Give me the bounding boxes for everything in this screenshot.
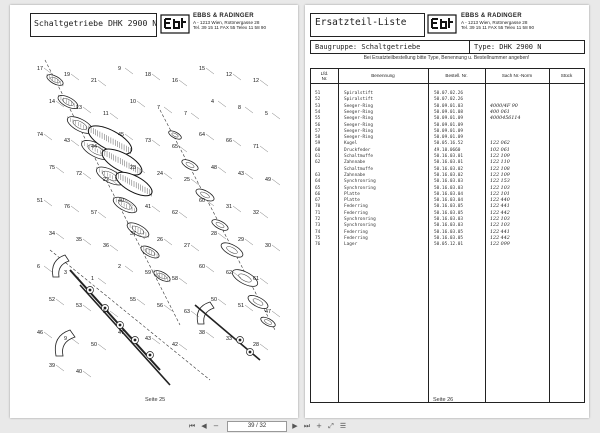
row-bestell: 50.16.03.05 xyxy=(434,210,464,216)
leader-line xyxy=(260,344,268,350)
callout-number: 75 xyxy=(49,165,55,171)
row-sach: 122 103 xyxy=(490,217,510,222)
callout-number: 72 xyxy=(76,171,82,177)
leader-line xyxy=(56,299,64,305)
row-nr: 76 xyxy=(315,242,321,248)
callout-number: 41 xyxy=(145,204,151,210)
callout-number: 52 xyxy=(49,297,55,303)
company-address xyxy=(193,13,266,31)
leader-line xyxy=(179,344,187,350)
gear xyxy=(259,315,276,328)
leader-line xyxy=(110,245,118,251)
header-benennung: Benennung xyxy=(371,73,395,78)
callout-number: 12 xyxy=(253,78,259,84)
callout-number: 24 xyxy=(157,171,163,177)
company-logo xyxy=(160,12,190,36)
callout-number: 54 xyxy=(103,309,109,315)
shift-rod xyxy=(80,285,170,385)
callout-number: 53 xyxy=(76,303,82,309)
row-bestell: 50.16.03.05 xyxy=(434,235,464,241)
shaft-axis xyxy=(50,250,210,380)
leader-line xyxy=(137,299,145,305)
callout-number: 44 xyxy=(91,144,97,150)
row-sach: 122 099 xyxy=(490,242,510,248)
callout-number: 9 xyxy=(118,66,121,72)
row-sach: 122 108 xyxy=(490,166,510,172)
zoom-out-icon[interactable]: − xyxy=(213,422,219,430)
row-name: Zahnnabe xyxy=(344,172,366,178)
leader-line xyxy=(245,305,253,311)
leader-line xyxy=(260,146,268,152)
address-line-2: Tel. 39 15 11 FAX 55 Telex 11 58 90 xyxy=(461,25,535,31)
leader-line xyxy=(272,113,280,119)
leader-line xyxy=(44,266,52,272)
row-nr: 55 xyxy=(315,116,321,122)
callout-number: 26 xyxy=(157,237,163,243)
callout-number: 71 xyxy=(253,144,259,150)
row-nr: 62 xyxy=(315,160,321,166)
row-name: Federring xyxy=(344,235,368,241)
callout-number: 76 xyxy=(64,204,70,210)
callout-number: 66 xyxy=(226,138,232,144)
leader-line xyxy=(98,80,106,86)
row-name: Seeger-Ring xyxy=(344,128,374,134)
callout-number: 4 xyxy=(211,99,214,105)
gear xyxy=(111,194,139,216)
row-sach: 122 442 xyxy=(490,210,510,216)
leader-line xyxy=(164,173,172,179)
leader-line xyxy=(56,365,64,371)
row-sach: 400 061 xyxy=(490,109,510,115)
leader-line xyxy=(152,140,160,146)
leader-line xyxy=(71,338,79,344)
header-lfd: Lfd. Nr. xyxy=(320,71,329,81)
row-nr: 72 xyxy=(315,217,321,222)
leader-line xyxy=(83,173,91,179)
callout-number: 55 xyxy=(130,297,136,303)
row-sach: 122 441 xyxy=(490,204,510,210)
row-bestell: 50.07.02.26 xyxy=(434,97,464,103)
gear xyxy=(194,187,216,204)
row-nr: 64 xyxy=(315,179,321,185)
row-name: Zahnnabe xyxy=(344,160,366,166)
row-bestell: 50.07.02.26 xyxy=(434,91,464,96)
leader-line xyxy=(71,74,79,80)
page-title: Schaltgetriebe DHK 2900 N xyxy=(34,18,158,28)
company-address xyxy=(461,13,534,31)
callout-number: 62 xyxy=(172,210,178,216)
callout-number: 51 xyxy=(238,303,244,309)
row-name: Platte xyxy=(344,198,360,204)
address-line-1: A - 1213 Wien, Rottmergasse 28 xyxy=(461,19,528,25)
callout-number: 19 xyxy=(64,72,70,78)
callout-number: 58 xyxy=(172,276,178,282)
callout-number: 25 xyxy=(184,177,190,183)
page-number: Seite 25 xyxy=(145,397,166,403)
leader-line xyxy=(179,278,187,284)
row-bestell: 50.16.03.01 xyxy=(434,154,464,159)
zoom-in-icon[interactable]: + xyxy=(316,422,322,430)
header-divider xyxy=(311,83,584,84)
callout-number: 47 xyxy=(265,309,271,315)
row-nr: 67 xyxy=(315,198,321,204)
row-nr: 57 xyxy=(315,128,321,134)
address-line-1: A - 1213 Wien, Rottmergasse 28 xyxy=(193,19,260,25)
leader-line xyxy=(125,266,133,272)
row-sach: 122 062 xyxy=(490,141,510,147)
callout-number: 40 xyxy=(76,369,82,375)
callout-number: 65 xyxy=(172,144,178,150)
callout-number: 12 xyxy=(226,72,232,78)
leader-line xyxy=(191,113,199,119)
leader-line xyxy=(71,206,79,212)
callout-number: 36 xyxy=(103,243,109,249)
row-nr: 56 xyxy=(315,122,321,128)
callout-number: 30 xyxy=(265,243,271,249)
leader-line xyxy=(272,179,280,185)
callout-number: 73 xyxy=(145,138,151,144)
callout-number: 28 xyxy=(211,231,217,237)
leader-line xyxy=(164,107,172,113)
leader-line xyxy=(233,206,241,212)
callout-number: 10 xyxy=(130,99,136,105)
leader-line xyxy=(206,68,214,74)
leader-line xyxy=(125,68,133,74)
leader-line xyxy=(98,278,106,284)
callout-number: 2 xyxy=(118,264,121,270)
row-name: Schaltmuffe xyxy=(344,154,374,159)
gear xyxy=(139,244,161,261)
callout-number: 23 xyxy=(130,165,136,171)
row-nr: 61 xyxy=(315,154,321,159)
leader-line xyxy=(218,167,226,173)
row-bestell: 50.09.01.08 xyxy=(434,109,464,115)
header-sach: Sach Nr.-Norm xyxy=(501,73,533,78)
row-name: Federring xyxy=(344,204,368,210)
row-bestell: 50.05.16.52 xyxy=(434,141,464,147)
callout-number: 60 xyxy=(199,198,205,204)
row-bestell: 50.16.03.04 xyxy=(434,191,464,197)
callout-number: 47 xyxy=(118,330,124,336)
callout-number: 3 xyxy=(64,270,67,276)
leader-line xyxy=(206,332,214,338)
callout-number: 46 xyxy=(37,330,43,336)
address-line-2: Tel. 39 15 11 FAX 55 Telex 11 58 90 xyxy=(193,25,267,31)
callout-number: 16 xyxy=(172,78,178,84)
row-nr: 75 xyxy=(315,235,321,241)
row-nr: 74 xyxy=(315,229,321,235)
left-page xyxy=(10,5,298,418)
leader-line xyxy=(260,212,268,218)
header-stueck: Stück xyxy=(560,73,573,78)
row-name: Platte xyxy=(344,191,360,197)
callout-number: 37 xyxy=(130,231,136,237)
leader-line xyxy=(260,278,268,284)
type-label: Type: DHK 2900 N xyxy=(474,43,542,51)
row-name: Seeger-Ring xyxy=(344,135,374,141)
row-sach: 122 442 xyxy=(490,235,510,241)
callout-number: 27 xyxy=(184,243,190,249)
bearing-ball xyxy=(149,354,152,357)
callout-number: 13 xyxy=(76,105,82,111)
row-bestell: 49.10.0660 xyxy=(434,147,461,153)
company-name: EBBS & RADINGER xyxy=(193,13,254,19)
callout-number: 50 xyxy=(91,342,97,348)
leader-line xyxy=(218,233,226,239)
bearing-ball xyxy=(134,339,137,342)
last-page-icon[interactable]: ⏭ xyxy=(303,422,311,430)
callout-number: 45 xyxy=(118,132,124,138)
row-sach: 122 101 xyxy=(490,191,510,197)
leader-line xyxy=(98,344,106,350)
row-bestell: 50.16.03.02 xyxy=(434,166,464,172)
leader-line xyxy=(137,101,145,107)
row-sach: 122 440 xyxy=(490,198,510,204)
leader-line xyxy=(218,299,226,305)
row-bestell: 50.16.03.03 xyxy=(434,185,464,191)
row-nr: 60 xyxy=(315,147,321,153)
callout-number: 57 xyxy=(91,210,97,216)
leader-line xyxy=(44,332,52,338)
callout-number: 31 xyxy=(226,204,232,210)
row-name: Druckfeder xyxy=(344,147,371,153)
row-sach: 102 061 xyxy=(490,147,510,153)
callout-number: 40 xyxy=(118,198,124,204)
row-bestell: 50.09.01.03 xyxy=(434,103,464,109)
callout-number: 43 xyxy=(145,336,151,342)
row-name: Seeger-Ring xyxy=(344,109,374,115)
row-name: Synchronring xyxy=(344,223,376,229)
row-nr: 51 xyxy=(315,91,321,96)
callout-number: 11 xyxy=(103,111,109,117)
leader-line xyxy=(44,200,52,206)
callout-number: 28 xyxy=(253,342,259,348)
row-bestell: 50.09.01.09 xyxy=(434,116,464,122)
page-number: Seite 26 xyxy=(433,397,454,403)
callout-number: 17 xyxy=(37,66,43,72)
parts-table xyxy=(310,68,585,403)
leader-line xyxy=(233,140,241,146)
leader-line xyxy=(206,266,214,272)
callout-number: 33 xyxy=(226,336,232,342)
leader-line xyxy=(152,206,160,212)
leader-line xyxy=(233,74,241,80)
next-page-icon[interactable]: ▶ xyxy=(292,422,298,430)
row-sach: 122 109 xyxy=(490,154,510,159)
table-row xyxy=(311,242,584,248)
leader-line xyxy=(83,371,91,377)
callout-number: 14 xyxy=(49,99,55,105)
row-sach: 122 153 xyxy=(490,179,510,185)
row-name: Spiralstift xyxy=(344,97,374,103)
prev-page-icon[interactable]: ◀ xyxy=(201,422,207,430)
callout-number: 5 xyxy=(265,111,268,117)
leader-line xyxy=(179,146,187,152)
shift-fork xyxy=(55,330,75,356)
callout-number: 15 xyxy=(199,66,205,72)
company-name: EBBS & RADINGER xyxy=(461,13,522,19)
callout-number: 7 xyxy=(184,111,187,117)
leader-line xyxy=(83,305,91,311)
callout-number: 62 xyxy=(226,270,232,276)
callout-number: 43 xyxy=(238,171,244,177)
leader-line xyxy=(98,212,106,218)
callout-number: 49 xyxy=(265,177,271,183)
row-name: Seeger-Ring xyxy=(344,116,374,122)
leader-line xyxy=(272,245,280,251)
row-nr: 71 xyxy=(315,210,321,216)
leader-line xyxy=(164,239,172,245)
leader-line xyxy=(218,101,226,107)
row-sach: 4000/4F 90 xyxy=(490,103,518,109)
callout-number: 51 xyxy=(37,198,43,204)
leader-line xyxy=(71,140,79,146)
leader-line xyxy=(152,338,160,344)
row-bestell: 50.16.03.04 xyxy=(434,198,464,204)
row-bestell: 50.09.01.09 xyxy=(434,135,464,141)
row-name: Lager xyxy=(344,242,358,248)
leader-line xyxy=(56,233,64,239)
callout-number: 9 xyxy=(64,336,67,342)
gearbox-exploded-diagram xyxy=(10,40,298,400)
leader-line xyxy=(245,173,253,179)
callout-number: 39 xyxy=(49,363,55,369)
menu-icon[interactable]: ☰ xyxy=(339,422,347,430)
baugruppe-divider xyxy=(469,41,470,53)
callout-number: 63 xyxy=(184,309,190,315)
callout-number: 35 xyxy=(76,237,82,243)
row-bestell: 50.16.03.03 xyxy=(434,217,464,222)
leader-line xyxy=(206,134,214,140)
leader-line xyxy=(110,113,118,119)
gear xyxy=(180,157,199,172)
leader-line xyxy=(191,245,199,251)
row-nr: 58 xyxy=(315,135,321,141)
leader-line xyxy=(179,80,187,86)
leader-line xyxy=(245,239,253,245)
baugruppe-label: Baugruppe: Schaltgetriebe xyxy=(315,43,421,51)
bearing-ball xyxy=(119,324,122,327)
leader-line xyxy=(164,305,172,311)
row-name: Federring xyxy=(344,210,368,216)
row-nr: 54 xyxy=(315,109,321,115)
row-nr: 70 xyxy=(315,204,321,210)
leader-line xyxy=(245,107,253,113)
page-indicator[interactable]: 39 / 32 xyxy=(227,421,287,432)
leader-line xyxy=(44,134,52,140)
callout-number: 8 xyxy=(238,105,241,111)
callout-number: 18 xyxy=(145,72,151,78)
callout-number: 60 xyxy=(199,264,205,270)
callout-number: 7 xyxy=(157,105,160,111)
row-bestell: 50.16.03.05 xyxy=(434,229,464,235)
row-sach: 4000456114 xyxy=(490,116,521,122)
page-title: Ersatzteil-Liste xyxy=(315,17,407,28)
leader-line xyxy=(83,107,91,113)
row-bestell: 50.09.01.09 xyxy=(434,122,464,128)
fit-page-icon[interactable]: ⤢ xyxy=(328,422,334,430)
callout-number: 6 xyxy=(37,264,40,270)
callout-number: 38 xyxy=(199,330,205,336)
callout-number: 48 xyxy=(211,165,217,171)
callout-number: 61 xyxy=(253,276,259,282)
leader-line xyxy=(125,134,133,140)
row-name: Synchronring xyxy=(344,217,376,222)
leader-line xyxy=(83,239,91,245)
row-bestell: 50.16.03.02 xyxy=(434,172,464,178)
callout-number: 64 xyxy=(199,132,205,138)
row-name: Schaltmuffe xyxy=(344,166,374,172)
row-sach: 122 103 xyxy=(490,185,510,191)
row-sach: 122 441 xyxy=(490,229,510,235)
row-name: Synchronring xyxy=(344,185,376,191)
callout-number: 1 xyxy=(91,276,94,282)
row-bestell: 50.16.03.03 xyxy=(434,223,464,229)
row-sach: 122 109 xyxy=(490,172,510,178)
row-nr: 53 xyxy=(315,103,321,109)
leader-line xyxy=(260,80,268,86)
callout-number: 21 xyxy=(91,78,97,84)
viewer-toolbar xyxy=(0,420,600,433)
callout-number: 34 xyxy=(49,231,55,237)
callout-number: 59 xyxy=(145,270,151,276)
row-name: Seeger-Ring xyxy=(344,103,374,109)
row-name: Spiralstift xyxy=(344,91,374,96)
row-nr: 66 xyxy=(315,191,321,197)
row-name: Federring xyxy=(344,229,368,235)
row-nr: 63 xyxy=(315,172,321,178)
bearing-ball xyxy=(249,351,252,354)
row-name: Synchronring xyxy=(344,179,376,185)
leader-line xyxy=(179,212,187,218)
row-bestell: 50.16.03.05 xyxy=(434,204,464,210)
right-page xyxy=(305,5,589,418)
row-bestell: 50.09.01.09 xyxy=(434,128,464,134)
bearing-ball xyxy=(239,339,242,342)
first-page-icon[interactable]: ⏮ xyxy=(188,422,196,430)
leader-line xyxy=(152,74,160,80)
row-bestell: 50.16.03.01 xyxy=(434,160,464,166)
header-bestell: Bestell. Nr. xyxy=(445,73,468,78)
order-note: Bei Ersatzteilbestellung bitte Type, Benennung u. Bestellnummer angeben! xyxy=(363,55,530,61)
bearing-ball xyxy=(89,289,92,292)
callout-number: 29 xyxy=(238,237,244,243)
callout-number: 42 xyxy=(172,342,178,348)
baugruppe-row xyxy=(310,40,585,54)
row-nr: 73 xyxy=(315,223,321,229)
company-logo xyxy=(427,12,457,36)
row-sach: 122 110 xyxy=(490,160,510,166)
callout-number: 32 xyxy=(253,210,259,216)
row-name: Seeger-Ring xyxy=(344,122,374,128)
row-name: Kugel xyxy=(344,141,358,147)
row-sach: 122 103 xyxy=(490,223,510,229)
callout-number: 74 xyxy=(37,132,43,138)
callout-number: 56 xyxy=(157,303,163,309)
leader-line xyxy=(272,311,280,317)
row-bestell: 50.05.12.01 xyxy=(434,242,464,248)
callout-number: 43 xyxy=(64,138,70,144)
row-nr: 65 xyxy=(315,185,321,191)
row-nr: 52 xyxy=(315,97,321,103)
callout-number: 50 xyxy=(211,297,217,303)
callout-number: 22 xyxy=(103,177,109,183)
row-bestell: 50.16.03.03 xyxy=(434,179,464,185)
row-nr: 59 xyxy=(315,141,321,147)
leader-line xyxy=(56,167,64,173)
